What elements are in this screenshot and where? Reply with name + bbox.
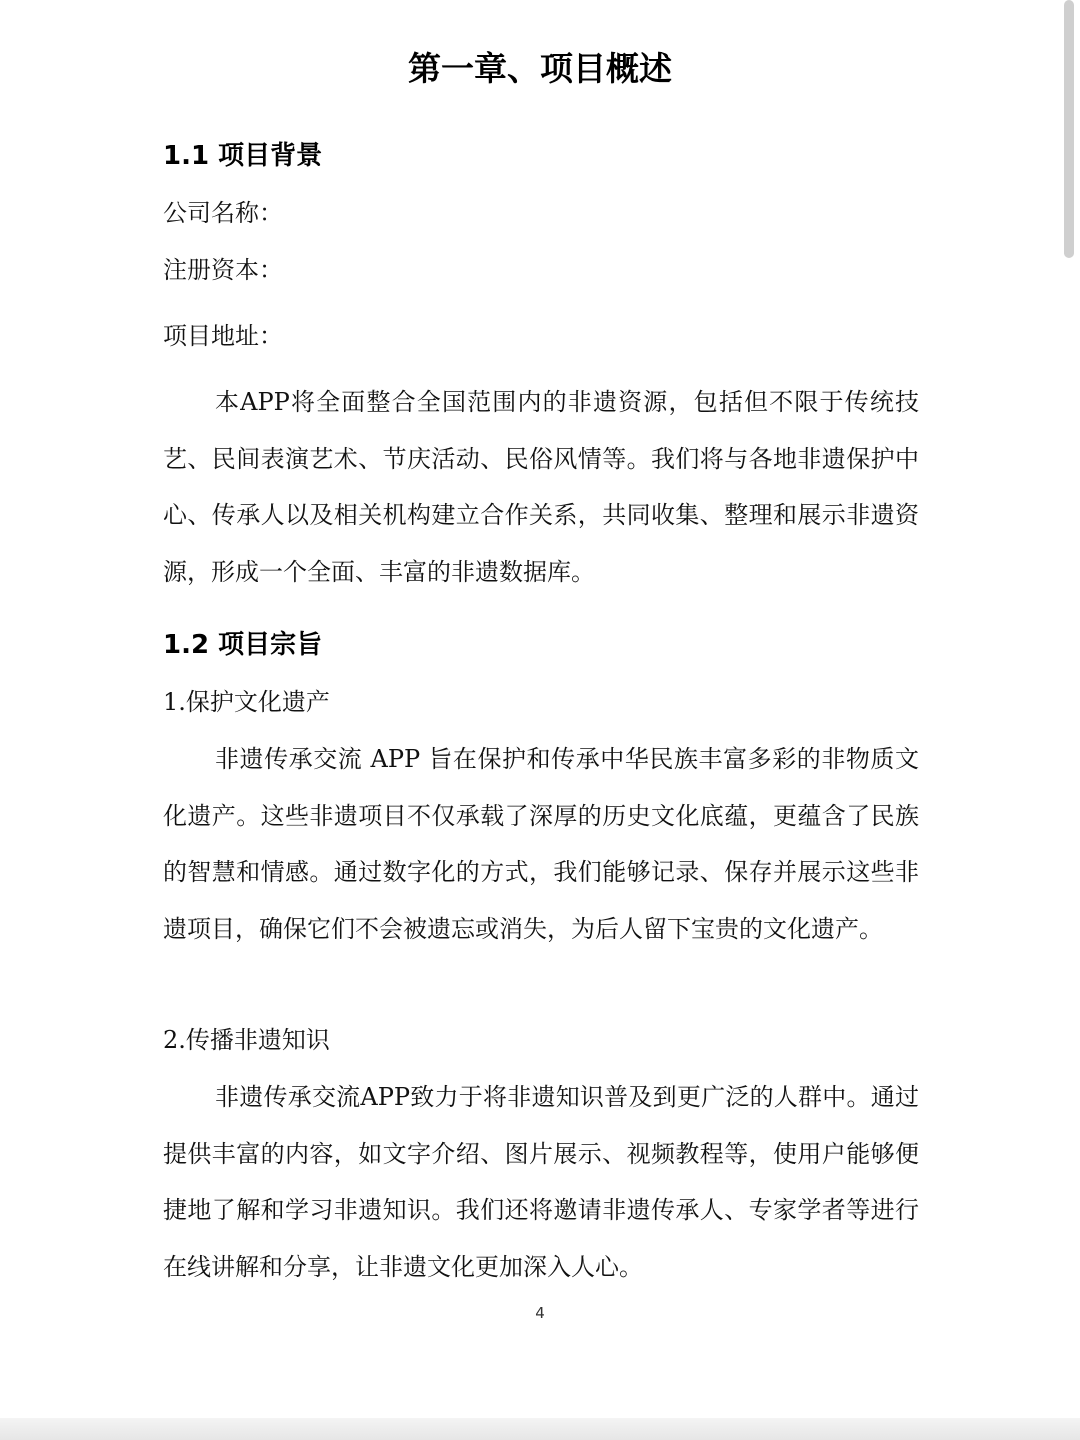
section-heading-purpose: 1.2 项目宗旨 [163,630,323,660]
spread-knowledge-paragraph: 非遗传承交流APP致力于将非遗知识普及到更广泛的人群中。通过提供丰富的内容，如文字介绍、图片展示、视频教程等，使用户能够便捷地了解和学习非遗知识。我们还将邀请非遗传承人、专家学者等进行在线讲解和分享，让非遗文化更加深入人心。 [163,1083,919,1281]
project-address-field: 项目地址： [163,322,283,350]
protect-heritage-paragraph: 非遗传承交流 APP 旨在保护和传承中华民族丰富多彩的非物质文化遗产。这些非遗项目不仅承载了深厚的历史文化底蕴，更蕴含了民族的智慧和情感。通过数字化的方式，我们能够记录、保存并展示这些非遗项目，确保它们不会被遗忘或消失，为后人留下宝贵的文化遗产。 [163,745,919,943]
registered-capital-field: 注册资本： [163,256,283,284]
scrollbar-thumb[interactable] [1064,0,1074,258]
page-bottom-edge [0,1418,1080,1440]
section-heading-background: 1.1 项目背景 [163,141,323,171]
scrollbar-track[interactable] [1058,0,1080,1440]
company-name-field: 公司名称： [163,199,283,227]
subheading-protect-heritage: 1.保护文化遗产 [163,688,330,716]
page-number: 4 [535,1304,545,1322]
chapter-title: 第一章、项目概述 [408,49,672,88]
subheading-spread-knowledge: 2.传播非遗知识 [163,1026,330,1054]
background-paragraph: 本APP将全面整合全国范围内的非遗资源，包括但不限于传统技艺、民间表演艺术、节庆活动、民俗风情等。我们将与各地非遗保护中心、传承人以及相关机构建立合作关系，共同收集、整理和展示非遗资源，形成一个全面、丰富的非遗数据库。 [163,388,919,586]
